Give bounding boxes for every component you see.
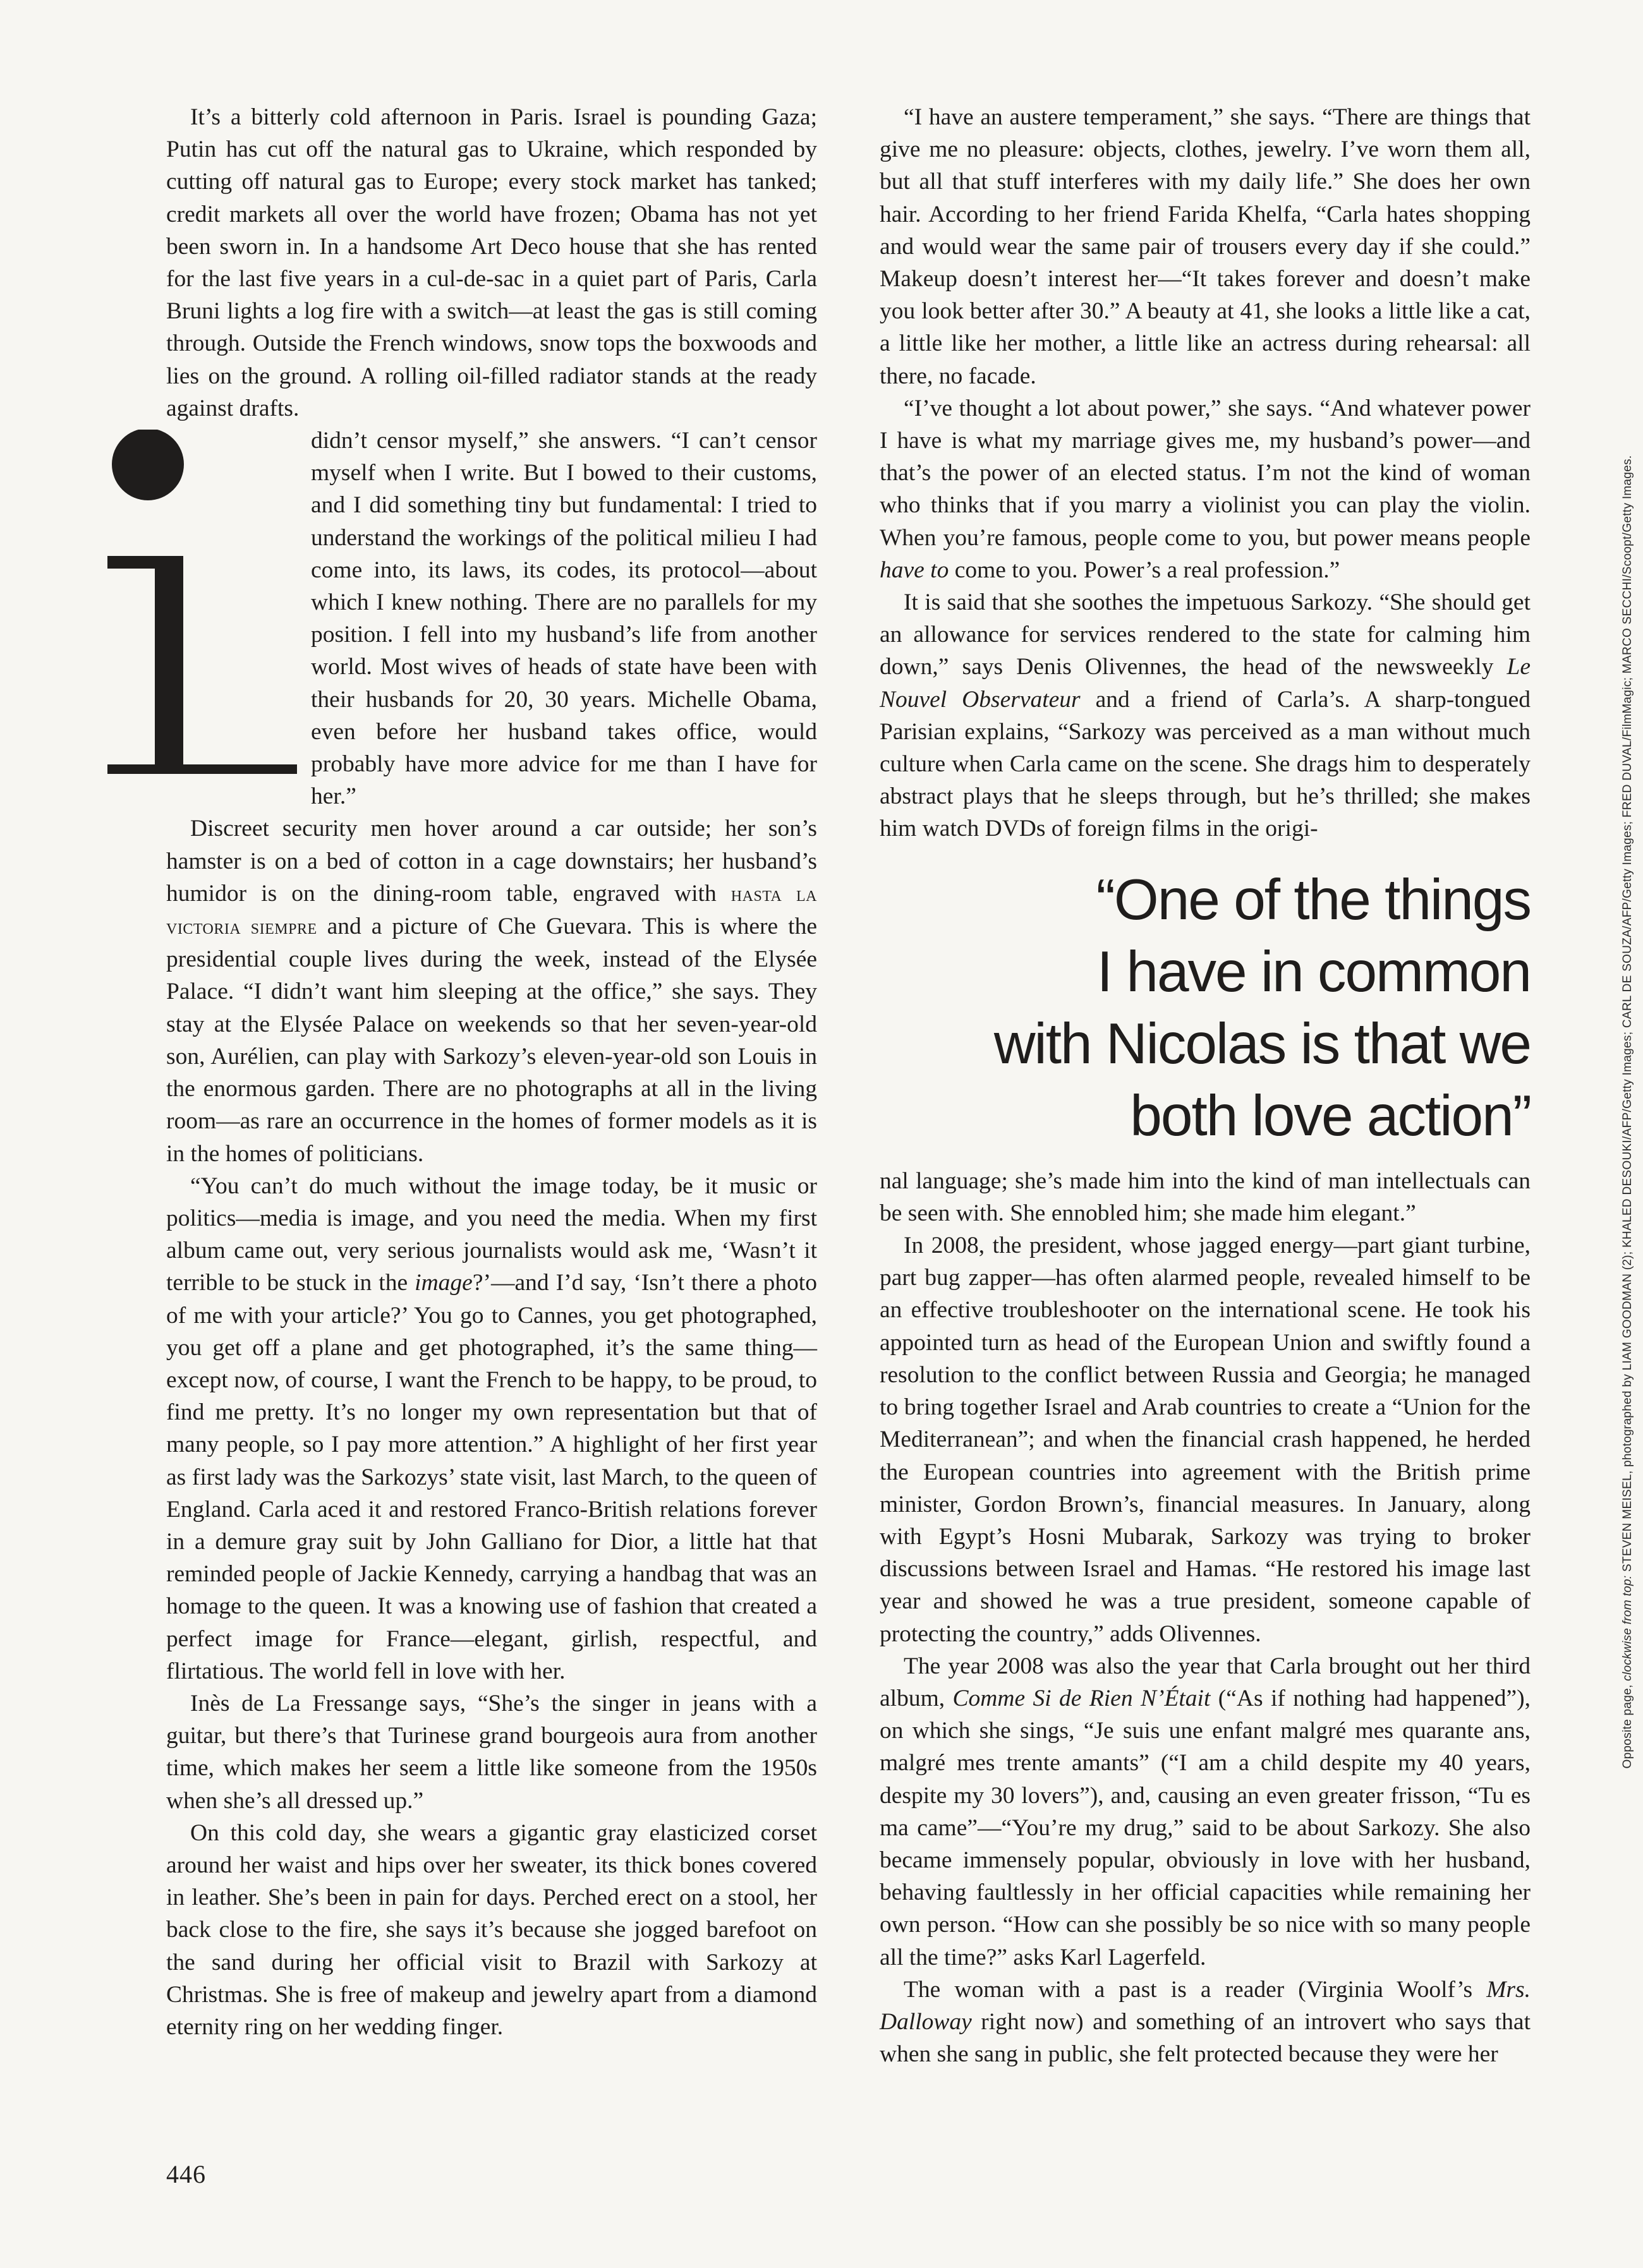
paragraph: In 2008, the president, whose jagged energy—part giant turbine, part bug zapper—has often alarmed people, revealed himself to be an effective troubleshooter on the international scene. He took his appointed turn as head of the European Union and swiftly found a resolution to the conflict between Russia and Georgia; he managed to bring together Israel and Arab countries to create a “Union for the Mediterranean”; and when the financial crash happened, he herded the European countries into agreement with the British prime minister, Gordon Brown’s, financial measures. In January, along with Egypt’s Hosni Mubarak, Sarkozy was trying to broker discussions between Israel and Hamas. “He restored his image last year and showed he was a true president, someone capable of protecting the country,” adds Olivennes.: [880, 1233, 1531, 1647]
italic-text: Comme Si de Rien N’Était: [952, 1685, 1211, 1711]
pull-quote-line: both love action”: [1130, 1083, 1531, 1148]
page-number: 446: [166, 2160, 206, 2188]
italic-text: Le Nouvel Observateur: [880, 654, 1531, 713]
italic-text: image: [415, 1270, 473, 1296]
dropcap: [107, 430, 297, 795]
paragraph: nal language; she’s made him into the kind of man intellectuals can be seen with. She ennobled him; she made him elegant.”: [880, 1167, 1531, 1226]
small-caps-text: hasta la victoria siempre: [166, 882, 817, 939]
paragraph: The woman with a past is a reader (Virginia Woolf’s Mrs. Dalloway right now) and something of an introvert who says that when she sang in public, she felt protected because they were her: [880, 1976, 1531, 2068]
photo-credit: Opposite page, clockwise from top: STEVEN MEISEL, photographed by LIAM GOODMAN (2); KHALED DESOUKI/AFP/Getty Images; CARL DE SOUZA/AFP/Getty Images; FRED DUVAL/FilmMagic; MARCO SECCHI/Scoopt/Getty Images.: [1621, 455, 1634, 1769]
dropcap-i-glyph: [107, 430, 297, 795]
pull-quote-line: I have in common: [1096, 939, 1531, 1004]
paragraph: Discreet security men hover around a car outside; her son’s hamster is on a bed of cotton in a cage downstairs; her husband’s humidor is on the dining-room table, engraved with hasta la victoria siempre and a picture of Che Guevara. This is where the presidential couple lives during the week, instead of the Elysée Palace. “I didn’t want him sleeping at the office,” she says. They stay at the Elysée Palace on weekends so that her seven-year-old son, Aurélien, can play with Sarkozy’s eleven-year-old son Louis in the enormous garden. There are no photographs at all in the living room—as rare an occurrence in the homes of former models as it is in the homes of politicians.: [166, 816, 817, 1167]
right-column: [880, 101, 1531, 2070]
pull-quote-line: with Nicolas is that we: [993, 1011, 1531, 1076]
paragraph: “I have an austere temperament,” she says. “There are things that give me no pleasure: objects, clothes, jewelry. I’ve worn them all, but all that stuff interferes with my daily life.” She does her own hair. According to her friend Farida Khelfa, “Carla hates shopping and would wear the same pair of trousers every day if she could.” Makeup doesn’t interest her—“It takes forever and doesn’t make you look better after 30.” A beauty at 41, she looks a little like a cat, a little like her mother, a little like an actress during rehearsal: all there, no facade.: [880, 104, 1531, 389]
italic-text: Mrs. Dalloway: [880, 1976, 1531, 2035]
paragraph: “You can’t do much without the image today, be it music or politics—media is image, and you need the media. When my first album came out, very serious journalists would ask me, ‘Wasn’t it terrible to be stuck in the image?’—and I’d say, ‘Isn’t there a photo of me with your article?’ You go to Cannes, you get photographed, you get off a plane and get photographed, it’s the same thing—except now, of course, I want the French to be happy, to be proud, to find me pretty. It’s no longer my own representation but that of many people, so I pay more attention.” A highlight of her first year as first lady was the Sarkozys’ state visit, last March, to the queen of England. Carla aced it and restored Franco-British relations forever in a demure gray suit by John Galliano for Dior, a little hat that reminded people of Jackie Kennedy, carrying a handbag that was an homage to the queen. It was a knowing use of fashion that created a perfect image for France—elegant, girlish, respectful, and flirtatious. The world fell in love with her.: [166, 1173, 817, 1684]
pull-quote: [880, 864, 1531, 1152]
paragraph: “I’ve thought a lot about power,” she says. “And whatever power I have is what my marriage gives me, my husband’s power—and that’s the power of an elected status. I’m not the kind of woman who thinks that if you marry a violinist you can play the violin. When you’re famous, people come to you, but power means people have to come to you. Power’s a real profession.”: [880, 395, 1531, 583]
pull-quote-line: “One of the things: [1096, 867, 1531, 932]
paragraph: On this cold day, she wears a gigantic gray elasticized corset around her waist and hips over her sweater, its thick bones covered in leather. She’s been in pain for days. Perched erect on a stool, her back close to the fire, she says it’s because she jogged barefoot on the sand during her official visit to Brazil with Sarkozy at Christmas. She is free of makeup and jewelry apart from a diamond eternity ring on her wedding finger.: [166, 1819, 817, 2040]
paragraph: Inès de La Fressange says, “She’s the singer in jeans with a guitar, but there’s that Turinese grand bourgeois aura from another time, which makes her seem a little like someone from the 1950s when she’s all dressed up.”: [166, 1690, 817, 1814]
italic-text: have to: [880, 557, 949, 583]
paragraph: It is said that she soothes the impetuous Sarkozy. “She should get an allowance for services rendered to the state for calming him down,” says Denis Olivennes, the head of the newsweekly Le Nouvel Observateur and a friend of Carla’s. A sharp-tongued Parisian explains, “Sarkozy was perceived as a man without much culture when Carla came on the scene. She drags him to desperately abstract plays that he sleeps through, but he’s thrilled; she makes him watch DVDs of foreign films in the origi-: [880, 589, 1531, 842]
left-column: [166, 101, 817, 2043]
paragraph: It’s a bitterly cold afternoon in Paris. Israel is pounding Gaza; Putin has cut off the natural gas to Ukraine, which responded by cutting off natural gas to Europe; every stock market has tanked; credit markets all over the world have frozen; Obama has not yet been sworn in. In a handsome Art Deco house that she has rented for the last five years in a cul-de-sac in a quiet part of Paris, Carla Bruni lights a log fire with a switch—at least the gas is still coming through. Outside the French windows, snow tops the boxwoods and lies on the ground. A rolling oil-filled radiator stands at the ready against drafts.: [166, 104, 817, 421]
dropcap-paragraph: [166, 425, 817, 812]
paragraph: The year 2008 was also the year that Carla brought out her third album, Comme Si de Rien N’Était (“As if nothing had happened”), on which she sings, “Je suis une enfant malgré mes quarante ans, malgré mes trente amants” (“I am a child despite my 40 years, despite my 30 lovers”), and, causing an even greater frisson, “Tu es ma came”—“You’re my drug,” said to be about Sarkozy. She also became immensely popular, obviously in love with her husband, behaving faultlessly in her official capacities while remaining her own person. “How can she possibly be so nice with so many people all the time?” asks Karl Lagerfeld.: [880, 1653, 1531, 1970]
dropcap-text: didn’t censor myself,” she answers. “I can’t censor myself when I write. But I bowed to their customs, and I did something tiny but fundamental: I tried to understand the workings of the political milieu I had come into, its laws, its codes, its protocol—about which I knew nothing. There are no parallels for my position. I fell into my husband’s life from another world. Most wives of heads of state have been with their husbands for 20, 30 years. Michelle Obama, even before her husband takes office, would probably have more advice for me than I have for her.”: [311, 428, 817, 810]
